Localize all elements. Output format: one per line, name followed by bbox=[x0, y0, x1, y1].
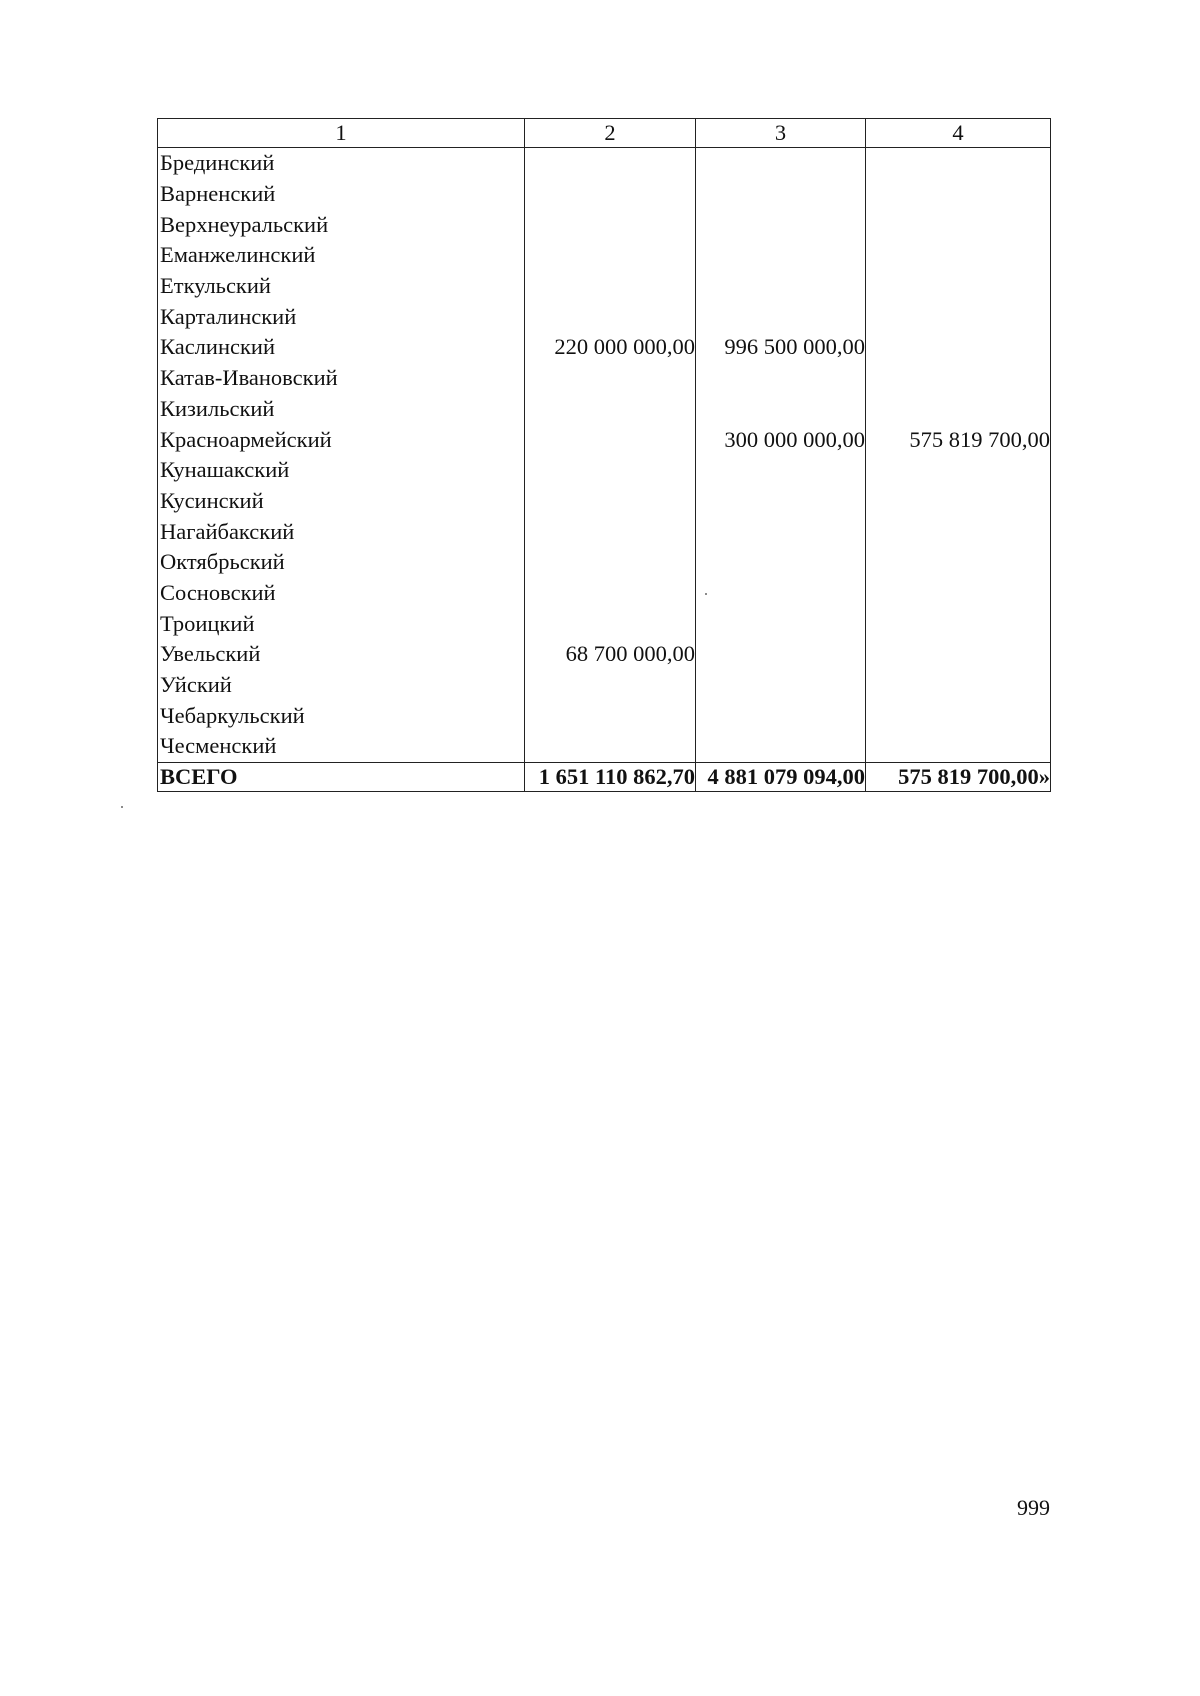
district-name: Брединский bbox=[158, 148, 525, 179]
value-col-3 bbox=[696, 578, 866, 609]
value-col-4 bbox=[866, 271, 1051, 302]
value-col-4 bbox=[866, 301, 1051, 332]
value-col-3 bbox=[696, 455, 866, 486]
total-label: ВСЕГО bbox=[158, 762, 525, 791]
value-col-2: 220 000 000,00 bbox=[525, 332, 696, 363]
value-col-3: 996 500 000,00 bbox=[696, 332, 866, 363]
value-col-3 bbox=[696, 394, 866, 425]
value-col-4: 575 819 700,00 bbox=[866, 424, 1051, 455]
value-col-4 bbox=[866, 148, 1051, 179]
district-name: Троицкий bbox=[158, 608, 525, 639]
value-col-3 bbox=[696, 670, 866, 701]
value-col-4 bbox=[866, 209, 1051, 240]
district-name: Еманжелинский bbox=[158, 240, 525, 271]
table-row bbox=[158, 516, 1051, 547]
table-header bbox=[158, 119, 1051, 148]
value-col-3 bbox=[696, 486, 866, 517]
value-col-4 bbox=[866, 516, 1051, 547]
district-name: Сосновский bbox=[158, 578, 525, 609]
header-col-2: 2 bbox=[525, 119, 696, 148]
value-col-3 bbox=[696, 547, 866, 578]
district-name: Кусинский bbox=[158, 486, 525, 517]
value-col-2 bbox=[525, 363, 696, 394]
value-col-4 bbox=[866, 639, 1051, 670]
value-col-2 bbox=[525, 486, 696, 517]
table-row bbox=[158, 547, 1051, 578]
district-name: Чебаркульский bbox=[158, 700, 525, 731]
table-row bbox=[158, 394, 1051, 425]
district-name: Увельский bbox=[158, 639, 525, 670]
district-name: Нагайбакский bbox=[158, 516, 525, 547]
table-footer bbox=[158, 762, 1051, 791]
value-col-2 bbox=[525, 547, 696, 578]
value-col-2 bbox=[525, 670, 696, 701]
value-col-2 bbox=[525, 731, 696, 762]
district-name: Катав-Ивановский bbox=[158, 363, 525, 394]
value-col-2 bbox=[525, 271, 696, 302]
value-col-2: 68 700 000,00 bbox=[525, 639, 696, 670]
value-col-3 bbox=[696, 240, 866, 271]
value-col-3 bbox=[696, 179, 866, 210]
value-col-3 bbox=[696, 148, 866, 179]
table-body bbox=[158, 148, 1051, 763]
table-row bbox=[158, 700, 1051, 731]
value-col-2 bbox=[525, 301, 696, 332]
header-col-3: 3 bbox=[696, 119, 866, 148]
value-col-4 bbox=[866, 670, 1051, 701]
value-col-2 bbox=[525, 608, 696, 639]
total-col-4: 575 819 700,00» bbox=[866, 762, 1051, 791]
value-col-2 bbox=[525, 516, 696, 547]
value-col-4 bbox=[866, 578, 1051, 609]
value-col-4 bbox=[866, 332, 1051, 363]
value-col-3 bbox=[696, 301, 866, 332]
table-row bbox=[158, 332, 1051, 363]
value-col-2 bbox=[525, 700, 696, 731]
table-row bbox=[158, 639, 1051, 670]
scan-speck bbox=[121, 806, 123, 808]
value-col-3 bbox=[696, 700, 866, 731]
value-col-2 bbox=[525, 424, 696, 455]
table-row bbox=[158, 240, 1051, 271]
header-col-1: 1 bbox=[158, 119, 525, 148]
district-name: Красноармейский bbox=[158, 424, 525, 455]
page-number: 999 bbox=[1017, 1495, 1050, 1520]
value-col-4 bbox=[866, 486, 1051, 517]
district-name: Чесменский bbox=[158, 731, 525, 762]
header-col-4: 4 bbox=[866, 119, 1051, 148]
value-col-2 bbox=[525, 578, 696, 609]
value-col-4 bbox=[866, 700, 1051, 731]
table-row bbox=[158, 363, 1051, 394]
district-name: Варненский bbox=[158, 179, 525, 210]
scan-speck bbox=[705, 593, 707, 595]
table-row bbox=[158, 301, 1051, 332]
value-col-4 bbox=[866, 240, 1051, 271]
district-name: Каслинский bbox=[158, 332, 525, 363]
table-row bbox=[158, 209, 1051, 240]
value-col-2 bbox=[525, 394, 696, 425]
table-row bbox=[158, 455, 1051, 486]
district-name: Верхнеуральский bbox=[158, 209, 525, 240]
value-col-3 bbox=[696, 608, 866, 639]
value-col-2 bbox=[525, 240, 696, 271]
value-col-3 bbox=[696, 516, 866, 547]
value-col-4 bbox=[866, 394, 1051, 425]
value-col-4 bbox=[866, 363, 1051, 394]
total-col-3: 4 881 079 094,00 bbox=[696, 762, 866, 791]
table-row bbox=[158, 670, 1051, 701]
header-row bbox=[158, 119, 1051, 148]
district-name: Октябрьский bbox=[158, 547, 525, 578]
table-row bbox=[158, 424, 1051, 455]
district-name: Кунашакский bbox=[158, 455, 525, 486]
value-col-3 bbox=[696, 731, 866, 762]
table-row bbox=[158, 271, 1051, 302]
value-col-4 bbox=[866, 731, 1051, 762]
value-col-4 bbox=[866, 608, 1051, 639]
total-col-2: 1 651 110 862,70 bbox=[525, 762, 696, 791]
district-name: Карталинский bbox=[158, 301, 525, 332]
district-name: Кизильский bbox=[158, 394, 525, 425]
value-col-2 bbox=[525, 209, 696, 240]
table-row bbox=[158, 608, 1051, 639]
value-col-4 bbox=[866, 455, 1051, 486]
value-col-3 bbox=[696, 363, 866, 394]
budget-table bbox=[157, 118, 1051, 792]
value-col-4 bbox=[866, 547, 1051, 578]
district-name: Еткульский bbox=[158, 271, 525, 302]
table-row bbox=[158, 486, 1051, 517]
value-col-3: 300 000 000,00 bbox=[696, 424, 866, 455]
value-col-3 bbox=[696, 639, 866, 670]
value-col-2 bbox=[525, 148, 696, 179]
table-row bbox=[158, 731, 1051, 762]
district-name: Уйский bbox=[158, 670, 525, 701]
value-col-2 bbox=[525, 455, 696, 486]
table-row bbox=[158, 148, 1051, 179]
value-col-4 bbox=[866, 179, 1051, 210]
table-row bbox=[158, 179, 1051, 210]
table-row bbox=[158, 578, 1051, 609]
total-row bbox=[158, 762, 1051, 791]
value-col-2 bbox=[525, 179, 696, 210]
value-col-3 bbox=[696, 209, 866, 240]
value-col-3 bbox=[696, 271, 866, 302]
